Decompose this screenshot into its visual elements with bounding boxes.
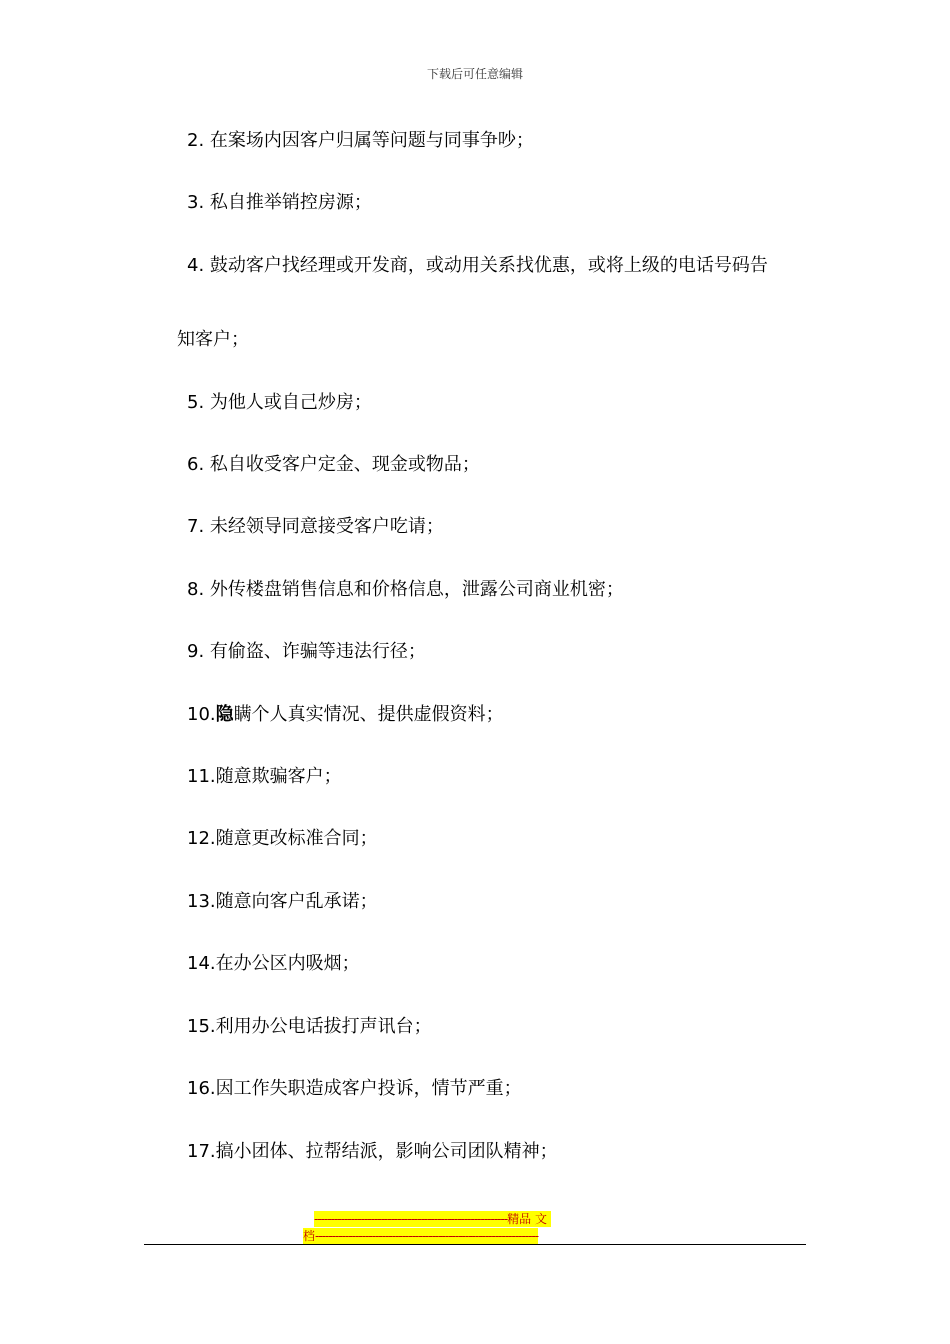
list-item-text: 瞒个人真实情况、提供虚假资料；	[233, 704, 504, 725]
list-item: 11.随意欺骗客户；	[187, 766, 342, 787]
footer-watermark-line1	[314, 1211, 551, 1227]
bold-character: 隐	[215, 704, 234, 725]
list-item: 6. 私自收受客户定金、现金或物品；	[187, 454, 480, 475]
list-item: 15.利用办公电话拔打声讯台；	[187, 1016, 432, 1037]
footer-label: 档	[303, 1229, 316, 1243]
footer-rule	[144, 1244, 806, 1245]
list-item	[187, 703, 504, 727]
list-item-continuation: 知客户；	[177, 329, 249, 350]
list-item: 16.因工作失职造成客户投诉，情节严重；	[187, 1078, 522, 1099]
list-item-number: 10.	[187, 704, 216, 725]
footer-dashes: ----------------------------------------------------------	[314, 1212, 508, 1226]
list-item: 8. 外传楼盘销售信息和价格信息，泄露公司商业机密；	[187, 579, 624, 600]
list-item: 7. 未经领导同意接受客户吃请；	[187, 516, 444, 537]
list-item: 14.在办公区内吸烟；	[187, 953, 360, 974]
footer-dashes: -------------------------------------------------------------------	[315, 1229, 539, 1243]
list-item: 3. 私自推举销控房源；	[187, 192, 372, 213]
page-header: 下载后可任意编辑	[426, 67, 523, 81]
list-item: 5. 为他人或自己炒房；	[187, 392, 372, 413]
list-item: 2. 在案场内因客户归属等问题与同事争吵；	[187, 130, 534, 151]
list-item: 12.随意更改标准合同；	[187, 828, 378, 849]
list-item: 9. 有偷盗、诈骗等违法行径；	[187, 641, 426, 662]
footer-watermark-line2	[303, 1228, 538, 1244]
list-item: 4. 鼓动客户找经理或开发商，或动用关系找优惠，或将上级的电话号码告	[187, 255, 768, 276]
list-item: 17.搞小团体、拉帮结派，影响公司团队精神；	[187, 1141, 558, 1162]
footer-label: 精品 文	[507, 1212, 547, 1226]
list-item: 13.随意向客户乱承诺；	[187, 891, 378, 912]
